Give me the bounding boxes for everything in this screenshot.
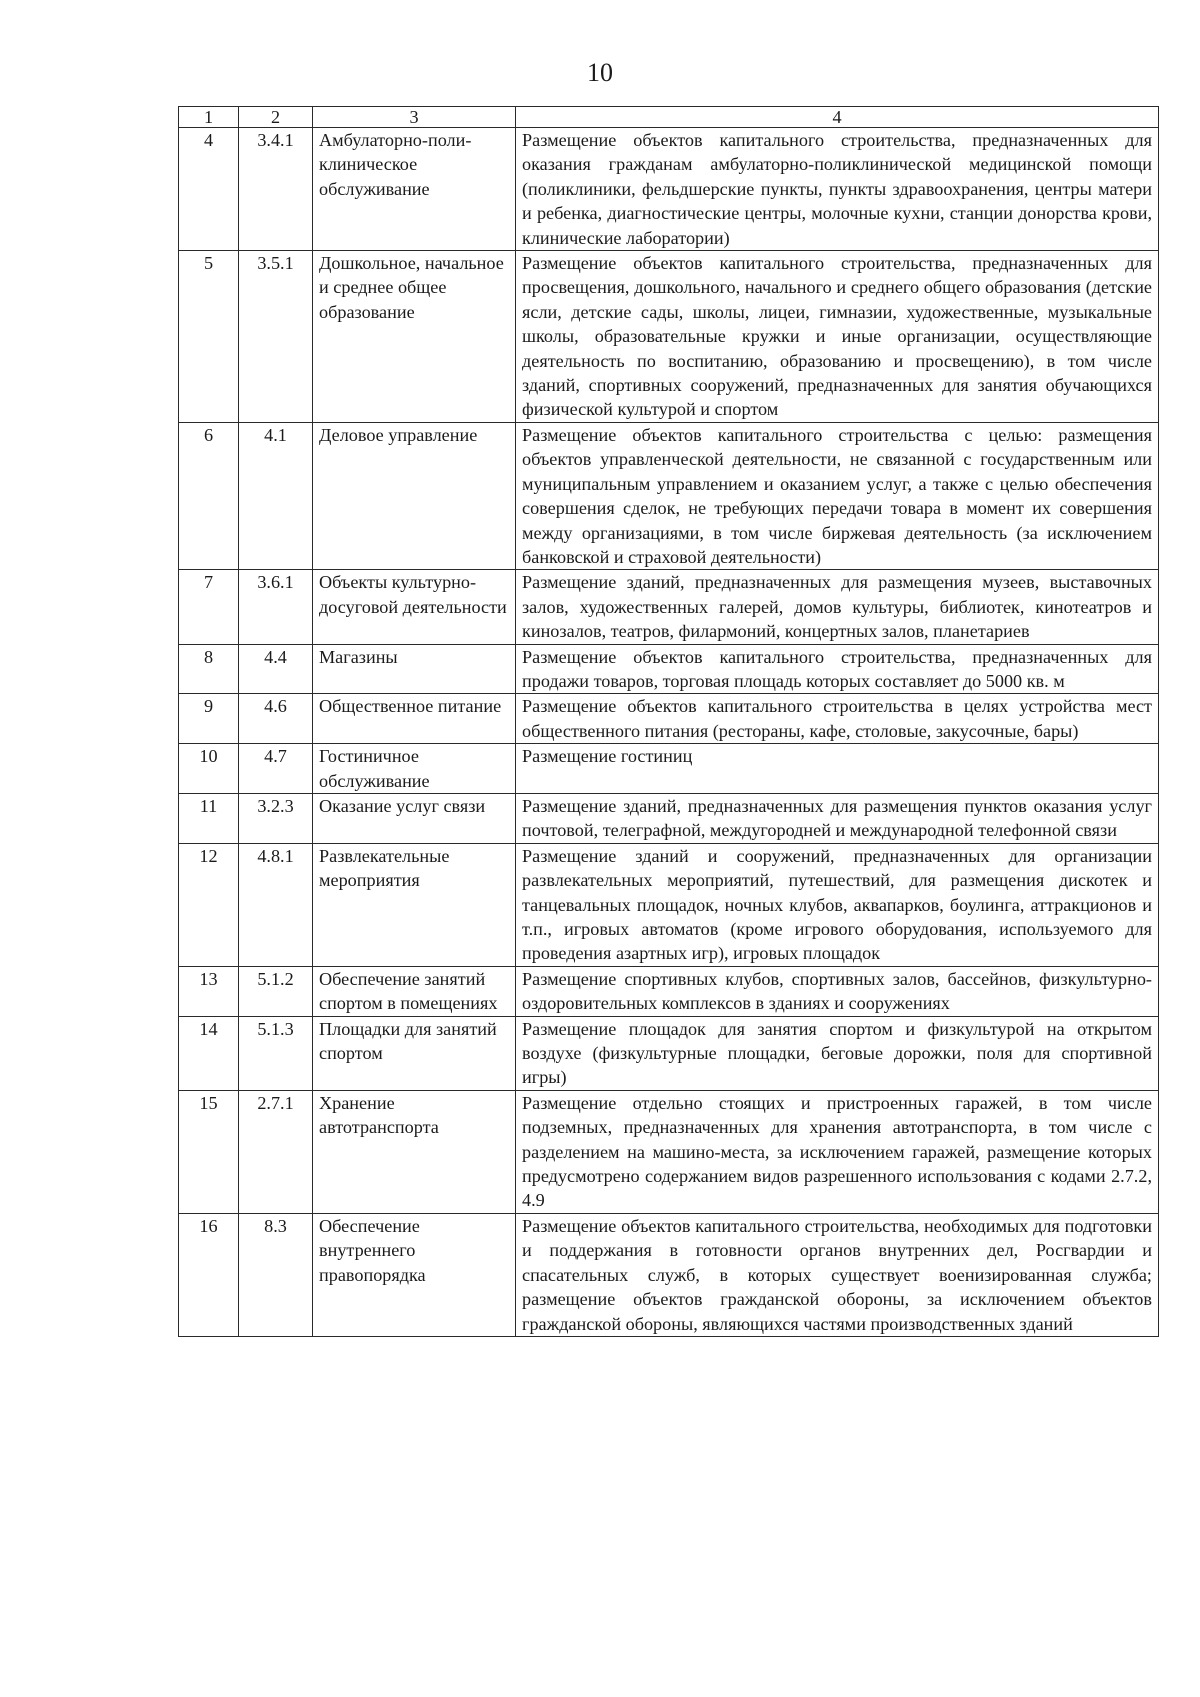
row-number-cell: 4 xyxy=(179,128,239,251)
header-cell-4: 4 xyxy=(516,107,1159,128)
land-use-table xyxy=(178,106,1159,1337)
use-description-cell: Размещение объектов капитального строительства с целью: размещения объектов управленческой деятельности, не связанной с государственным или муниципальным управлением и оказанием услуг, а также с целью обеспечения совершения сделок, не требующих передачи товара в момент их совершения между организациями, в том числе биржевая деятельность (за исключением банковской и страховой деятельности) xyxy=(516,422,1159,569)
use-name-cell: Магазины xyxy=(313,644,516,694)
use-name-cell: Обеспечение занятий спортом в помещениях xyxy=(313,966,516,1016)
use-description-cell: Размещение зданий, предназначенных для размещения пунктов оказания услуг почтовой, телеграфной, междугородней и международной телефонной связи xyxy=(516,793,1159,843)
header-cell-1: 1 xyxy=(179,107,239,128)
use-name-cell: Амбулаторно-поли-клиническое обслуживание xyxy=(313,128,516,251)
use-name-cell: Обеспечение внутреннего правопорядка xyxy=(313,1213,516,1336)
use-code-cell: 4.4 xyxy=(239,644,313,694)
table-row xyxy=(179,843,1159,966)
table-row xyxy=(179,251,1159,423)
use-description-cell: Размещение объектов капитального строительства, предназначенных для просвещения, дошкольного, начального и среднего общего образования (детские ясли, детские сады, школы, лицеи, гимназии, художественные, музыкальные школы, образовательные кружки и иные организации, осуществляющие деятельность по воспитанию, образованию и просвещению), в том числе зданий, спортивных сооружений, предназначенных для занятия обучающихся физической культурой и спортом xyxy=(516,251,1159,423)
table-row xyxy=(179,793,1159,843)
row-number-cell: 11 xyxy=(179,793,239,843)
table-row xyxy=(179,128,1159,251)
table-row xyxy=(179,1016,1159,1090)
use-name-cell: Гостиничное обслуживание xyxy=(313,744,516,794)
use-code-cell: 3.4.1 xyxy=(239,128,313,251)
page-number: 10 xyxy=(587,58,613,87)
header-cell-2: 2 xyxy=(239,107,313,128)
use-code-cell: 4.6 xyxy=(239,694,313,744)
table-body xyxy=(179,128,1159,1337)
row-number-cell: 14 xyxy=(179,1016,239,1090)
use-name-cell: Развлекательные мероприятия xyxy=(313,843,516,966)
use-description-cell: Размещение спортивных клубов, спортивных залов, бассейнов, физкультурно-оздоровительных комплексов в зданиях и сооружениях xyxy=(516,966,1159,1016)
table-row xyxy=(179,1090,1159,1213)
use-code-cell: 5.1.2 xyxy=(239,966,313,1016)
header-row xyxy=(179,107,1159,128)
use-description-cell: Размещение объектов капитального строительства, необходимых для подготовки и поддержания в готовности органов внутренних дел, Росгвардии и спасательных служб, в которых существует военизированная служба; размещение объектов гражданской обороны, за исключением объектов гражданской обороны, являющихся частями производственных зданий xyxy=(516,1213,1159,1336)
use-description-cell: Размещение объектов капитального строительства, предназначенных для продажи товаров, торговая площадь которых составляет до 5000 кв. м xyxy=(516,644,1159,694)
row-number-cell: 9 xyxy=(179,694,239,744)
row-number-cell: 7 xyxy=(179,570,239,644)
use-description-cell: Размещение площадок для занятия спортом и физкультурой на открытом воздухе (физкультурные площадки, беговые дорожки, поля для спортивной игры) xyxy=(516,1016,1159,1090)
row-number-cell: 12 xyxy=(179,843,239,966)
use-code-cell: 4.1 xyxy=(239,422,313,569)
row-number-cell: 5 xyxy=(179,251,239,423)
use-description-cell: Размещение зданий, предназначенных для размещения музеев, выставочных залов, художественных галерей, домов культуры, библиотек, кинотеатров и кинозалов, театров, филармоний, концертных залов, планетариев xyxy=(516,570,1159,644)
header-cell-3: 3 xyxy=(313,107,516,128)
use-description-cell: Размещение объектов капитального строительства в целях устройства мест общественного питания (рестораны, кафе, столовые, закусочные, бары) xyxy=(516,694,1159,744)
row-number-cell: 10 xyxy=(179,744,239,794)
table-row xyxy=(179,694,1159,744)
use-code-cell: 2.7.1 xyxy=(239,1090,313,1213)
use-code-cell: 4.8.1 xyxy=(239,843,313,966)
use-name-cell: Деловое управление xyxy=(313,422,516,569)
row-number-cell: 6 xyxy=(179,422,239,569)
use-name-cell: Общественное питание xyxy=(313,694,516,744)
table-row xyxy=(179,966,1159,1016)
use-description-cell: Размещение гостиниц xyxy=(516,744,1159,794)
use-code-cell: 3.6.1 xyxy=(239,570,313,644)
use-code-cell: 5.1.3 xyxy=(239,1016,313,1090)
table-row xyxy=(179,644,1159,694)
use-name-cell: Хранение автотранспорта xyxy=(313,1090,516,1213)
table-row xyxy=(179,744,1159,794)
use-name-cell: Площадки для занятий спортом xyxy=(313,1016,516,1090)
use-name-cell: Дошкольное, начальное и среднее общее образование xyxy=(313,251,516,423)
use-code-cell: 3.5.1 xyxy=(239,251,313,423)
row-number-cell: 16 xyxy=(179,1213,239,1336)
table-row xyxy=(179,570,1159,644)
row-number-cell: 8 xyxy=(179,644,239,694)
use-description-cell: Размещение зданий и сооружений, предназначенных для организации развлекательных мероприятий, путешествий, для размещения дискотек и танцевальных площадок, ночных клубов, аквапарков, боулинга, аттракционов и т.п., игровых автоматов (кроме игрового оборудования, используемого для проведения азартных игр), игровых площадок xyxy=(516,843,1159,966)
row-number-cell: 15 xyxy=(179,1090,239,1213)
use-description-cell: Размещение объектов капитального строительства, предназначенных для оказания гражданам амбулаторно-поликлинической медицинской помощи (поликлиники, фельдшерские пункты, пункты здравоохранения, центры матери и ребенка, диагностические центры, молочные кухни, станции донорства крови, клинические лаборатории) xyxy=(516,128,1159,251)
use-code-cell: 8.3 xyxy=(239,1213,313,1336)
use-name-cell: Объекты культурно-досуговой деятельности xyxy=(313,570,516,644)
use-description-cell: Размещение отдельно стоящих и пристроенных гаражей, в том числе подземных, предназначенных для хранения автотранспорта, в том числе с разделением на машино-места, за исключением гаражей, размещение которых предусмотрено содержанием видов разрешенного использования с кодами 2.7.2, 4.9 xyxy=(516,1090,1159,1213)
table-row xyxy=(179,422,1159,569)
use-name-cell: Оказание услуг связи xyxy=(313,793,516,843)
row-number-cell: 13 xyxy=(179,966,239,1016)
use-code-cell: 4.7 xyxy=(239,744,313,794)
table-row xyxy=(179,1213,1159,1336)
use-code-cell: 3.2.3 xyxy=(239,793,313,843)
